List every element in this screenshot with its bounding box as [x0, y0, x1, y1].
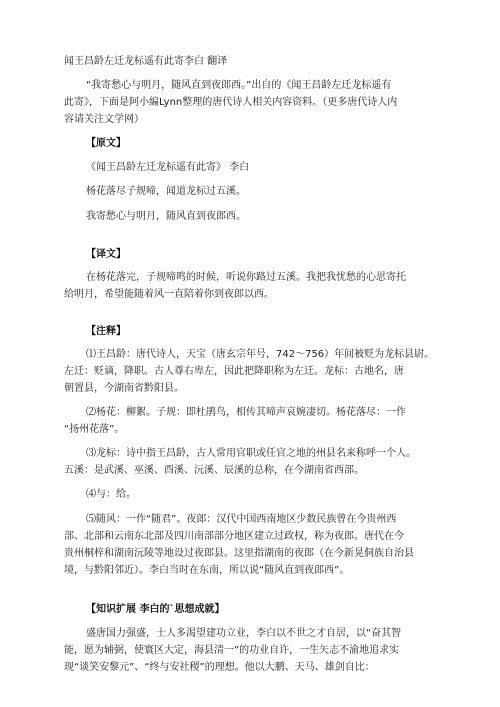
translation-line-2: 给明月，希望能随着风一直陪着你到夜郎以西。 — [64, 289, 274, 300]
poem-line-2: 我寄愁心与明月，随风直到夜郎西。 — [86, 211, 246, 222]
intro-line-1: “我寄愁心与明月，随风直到夜郎西。”出自的《闻王昌龄左迁龙标遥有 — [86, 80, 392, 91]
section-heading-extension: 【知识扩展 李白的`思想成就】 — [86, 604, 225, 615]
intro-line-2: 此寄》，下面是阿小编Lynn整理的唐代诗人相关内容资料。（更多唐代诗人内 — [64, 97, 398, 108]
note-5-line-3: 贵州桐梓和湖南沅陵等地设过夜郎县。这里指湖南的夜郎（在今新晃侗族自治县 — [64, 548, 414, 559]
note-5-line-4: 境，与黔阳邻近）。李白当时在东南，所以说“随风直到夜郎西”。 — [64, 565, 350, 576]
section-heading-translation: 【译文】 — [86, 249, 126, 260]
note-4: ⑷与：给。 — [86, 489, 136, 500]
note-5-line-1: ⑸随风：一作“随君”。夜郎：汉代中国西南地区少数民族曾在今贵州西 — [86, 514, 397, 525]
note-2-line-2: “扬州花落”。 — [64, 424, 125, 435]
translation-line-1: 在杨花落完，子规啼鸣的时候，听说你路过五溪。我把我忧愁的心思寄托 — [86, 272, 406, 283]
document-title: 闻王昌龄左迁龙标遥有此寄李白 翻译 — [64, 56, 228, 67]
note-3-line-1: ⑶龙标：诗中指王昌龄，古人常用官职或任官之地的州县名来称呼一个人。 — [86, 448, 416, 459]
note-1-line-1: ⑴王昌龄：唐代诗人，天宝（唐玄宗年号，742～756）年间被贬为龙标县尉。 — [86, 349, 435, 360]
note-2-line-1: ⑵杨花：柳絮。子规：即杜鹃鸟，相传其啼声哀婉凄切。杨花落尽：一作 — [86, 407, 406, 418]
poem-line-1: 杨花落尽子规啼，闻道龙标过五溪。 — [86, 186, 246, 197]
poem-title: 《闻王昌龄左迁龙标遥有此寄》 李白 — [86, 162, 250, 173]
extension-line-1: 盛唐国力强盛，士人多渴望建功立业，李白以不世之才自居，以“奋其智 — [86, 628, 402, 639]
note-3-line-2: 五溪：是武溪、巫溪、酉溪、沅溪、辰溪的总称，在今湖南省西部。 — [64, 465, 364, 476]
extension-line-2: 能，愿为辅弼，使寰区大定，海县清一”的功业自许，一生矢志不渝地追求实 — [64, 645, 400, 656]
note-1-line-3: 朝置县，今湖南省黔阳县。 — [64, 383, 184, 394]
section-heading-notes: 【注释】 — [86, 326, 126, 337]
note-1-line-2: 左迁：贬谪，降职。古人尊右卑左，因此把降职称为左迁。龙标：古地名，唐 — [64, 366, 404, 377]
section-heading-original: 【原文】 — [86, 138, 126, 149]
extension-line-3: 现“谈笑安黎元”、“终与安社稷”的理想。他以大鹏、天马、雄剑自比： — [64, 662, 375, 673]
note-5-line-2: 部、北部和云南东北部及四川南部部分地区建立过政权，称为夜郎。唐代在今 — [64, 531, 404, 542]
intro-line-3: 容请关注文学网） — [64, 114, 144, 125]
